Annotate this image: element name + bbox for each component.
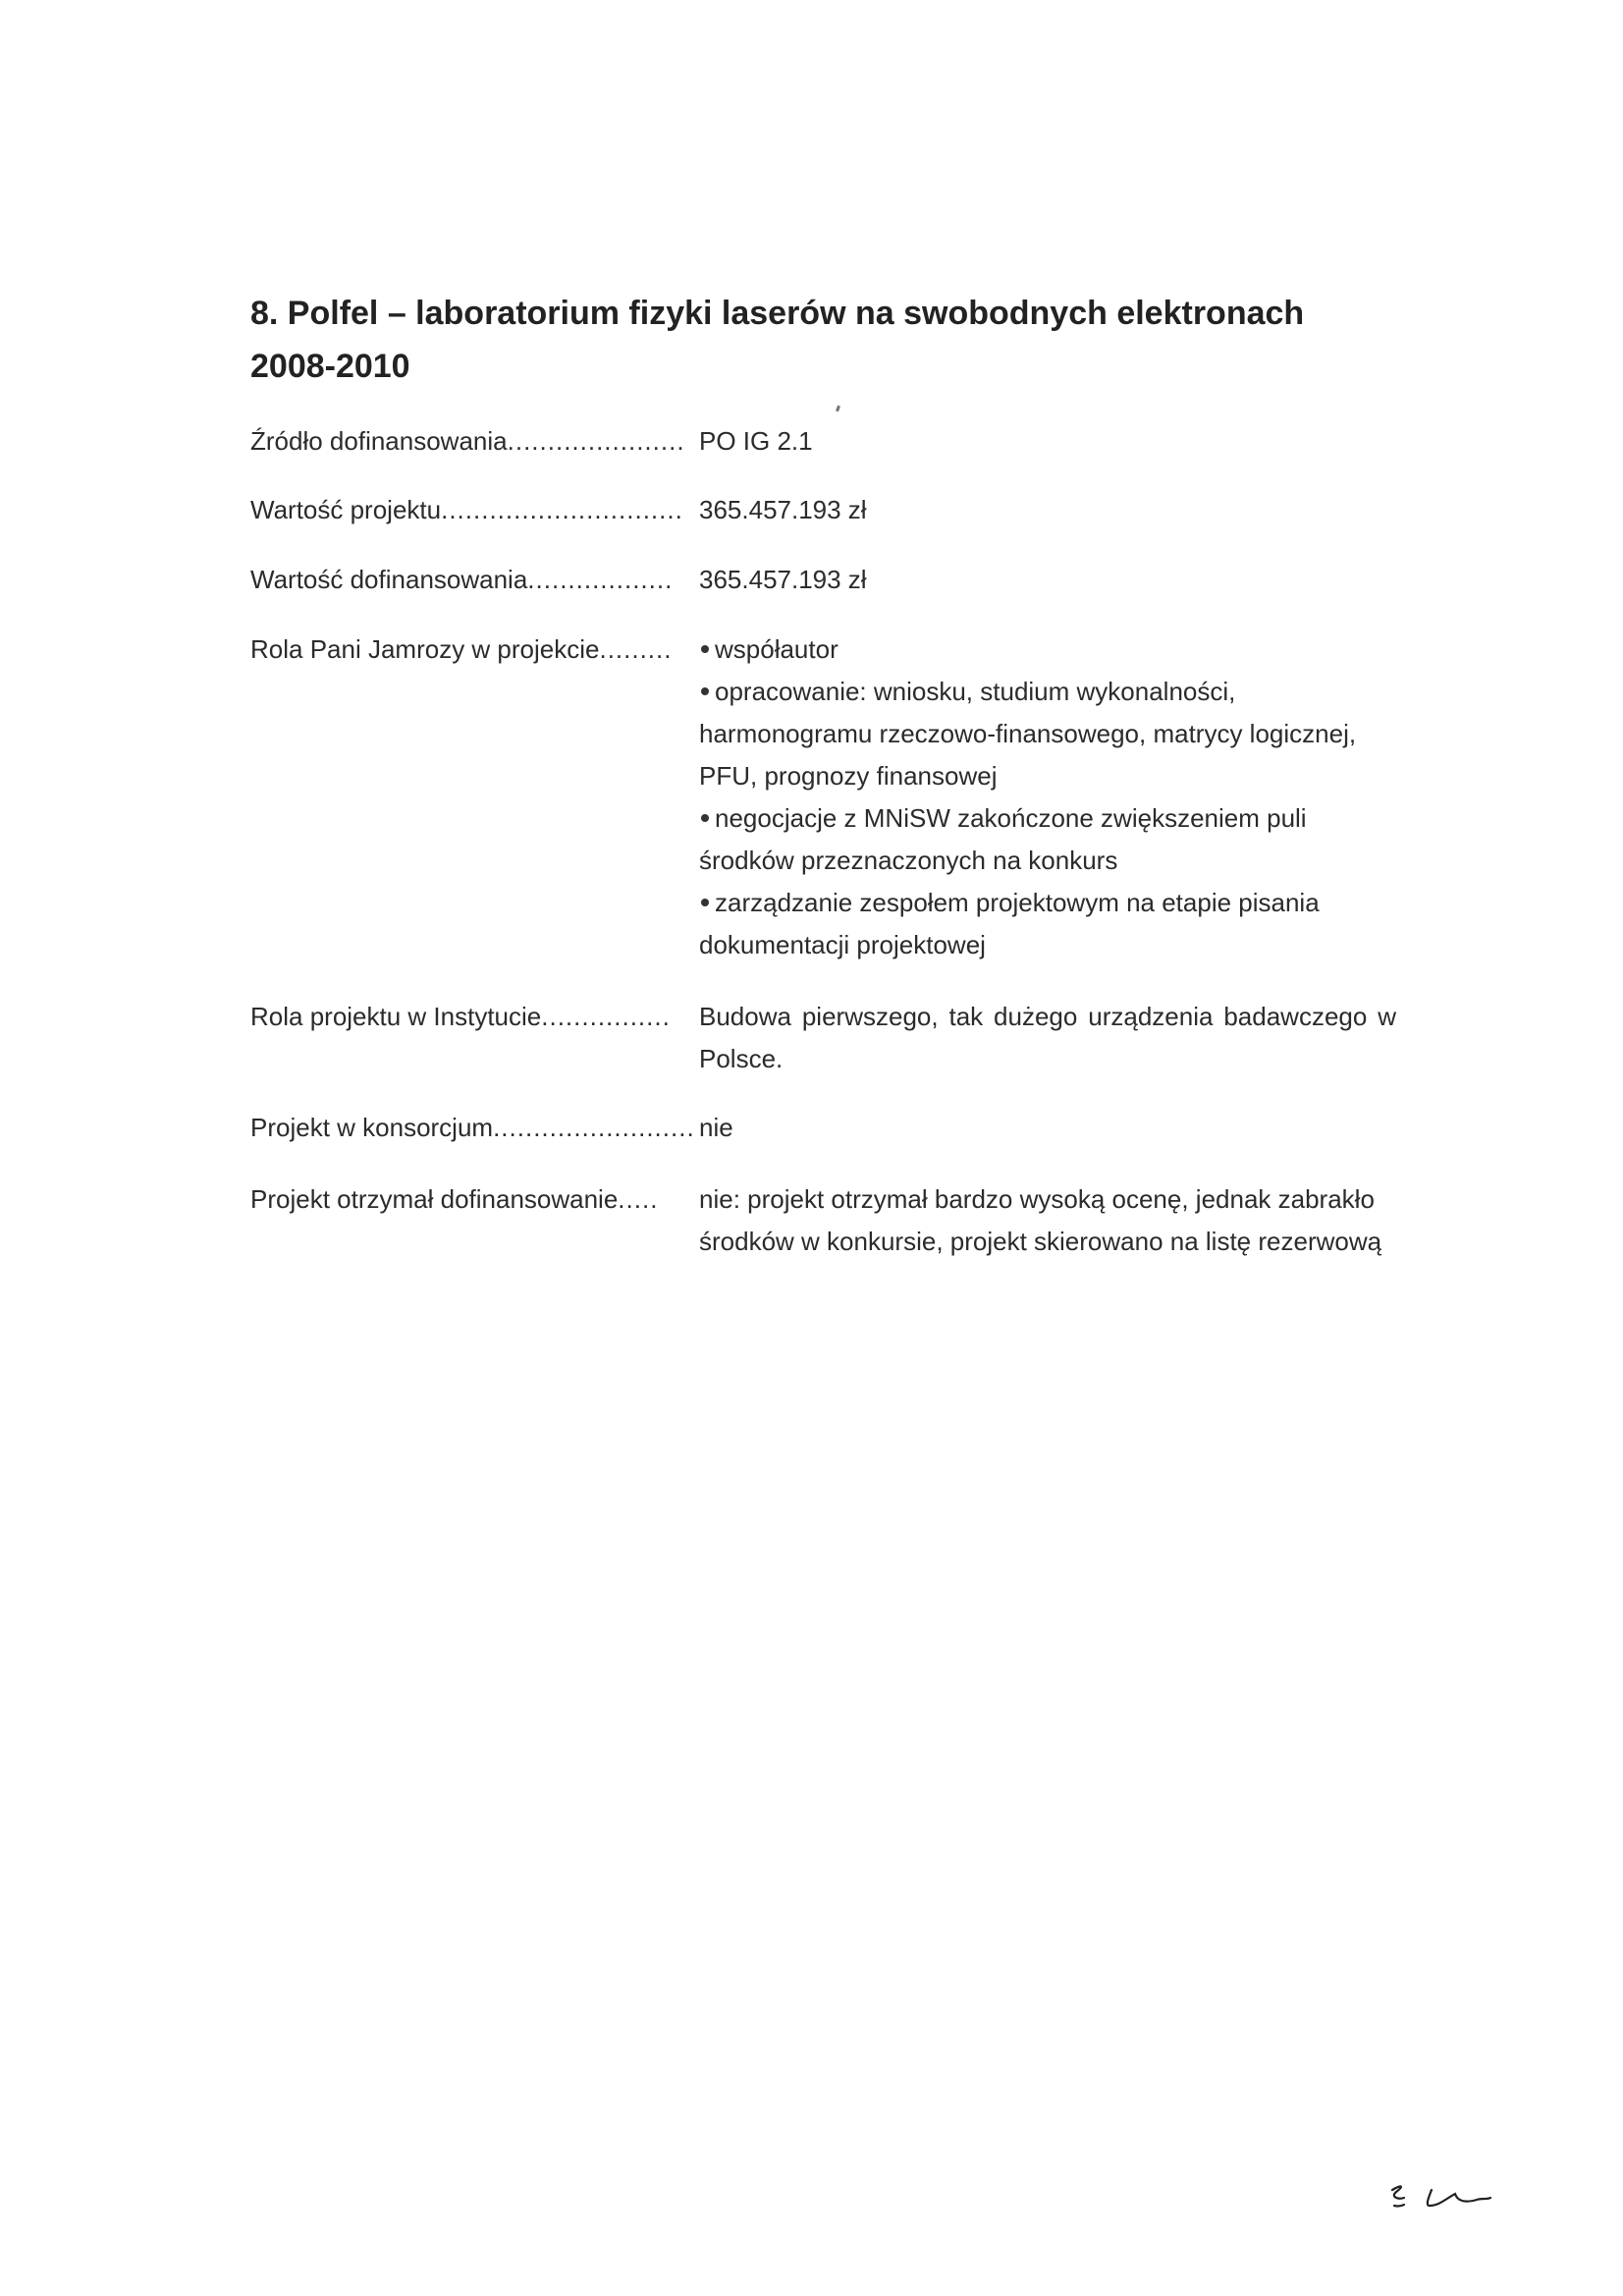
field-label-role: Rola Pani Jamrozy w projekcie......... xyxy=(250,634,673,664)
section-title xyxy=(250,287,1429,393)
role-bullet-item: zarządzanie zespołem projektowym na etapie pisania dokumentacji projektowej xyxy=(699,888,1320,959)
bullet-icon xyxy=(701,645,709,653)
bullet-icon xyxy=(701,687,709,695)
section-title-line-2: 2008-2010 xyxy=(250,348,410,385)
field-value-project-value: 365.457.193 zł xyxy=(699,495,867,524)
field-value-funding-value: 365.457.193 zł xyxy=(699,565,867,594)
handwritten-signature xyxy=(1375,2170,1522,2229)
field-value-role-list xyxy=(699,629,1396,966)
role-bullet-item: negocjacje z MNiSW zakończone zwiększeniem puli środków przeznaczonych na konkurs xyxy=(699,803,1307,875)
bullet-icon xyxy=(701,899,709,906)
field-value-source: PO IG 2.1 xyxy=(699,426,813,456)
section-title-line-1: 8. Polfel – laboratorium fizyki laserów na swobodnych elektronach xyxy=(250,295,1305,332)
scan-artifact-mark xyxy=(836,406,840,412)
field-label-consortium: Projekt w konsorcjum......................... xyxy=(250,1113,695,1142)
field-value-institution-role: Budowa pierwszego, tak dużego urządzenia badawczego w Polsce. xyxy=(699,1002,1396,1073)
field-label-source: Źródło dofinansowania...................... xyxy=(250,426,685,456)
field-label-funded: Projekt otrzymał dofinansowanie..... xyxy=(250,1184,659,1214)
field-label-project-value: Wartość projektu.............................. xyxy=(250,495,683,524)
role-bullet-item: opracowanie: wniosku, studium wykonalności, harmonogramu rzeczowo-finansowego, matrycy logicznej, PFU, prognozy finansowej xyxy=(699,677,1357,791)
field-value-consortium: nie xyxy=(699,1113,733,1142)
bullet-icon xyxy=(701,814,709,822)
field-value-funded: nie: projekt otrzymał bardzo wysoką ocenę, jednak zabrakło środków w konkursie, projekt skierowano na listę rezerwową xyxy=(699,1184,1382,1256)
role-bullet-item: współautor xyxy=(699,629,1396,671)
field-label-institution-role: Rola projektu w Instytucie................ xyxy=(250,1002,671,1031)
field-label-funding-value: Wartość dofinansowania.................. xyxy=(250,565,674,594)
